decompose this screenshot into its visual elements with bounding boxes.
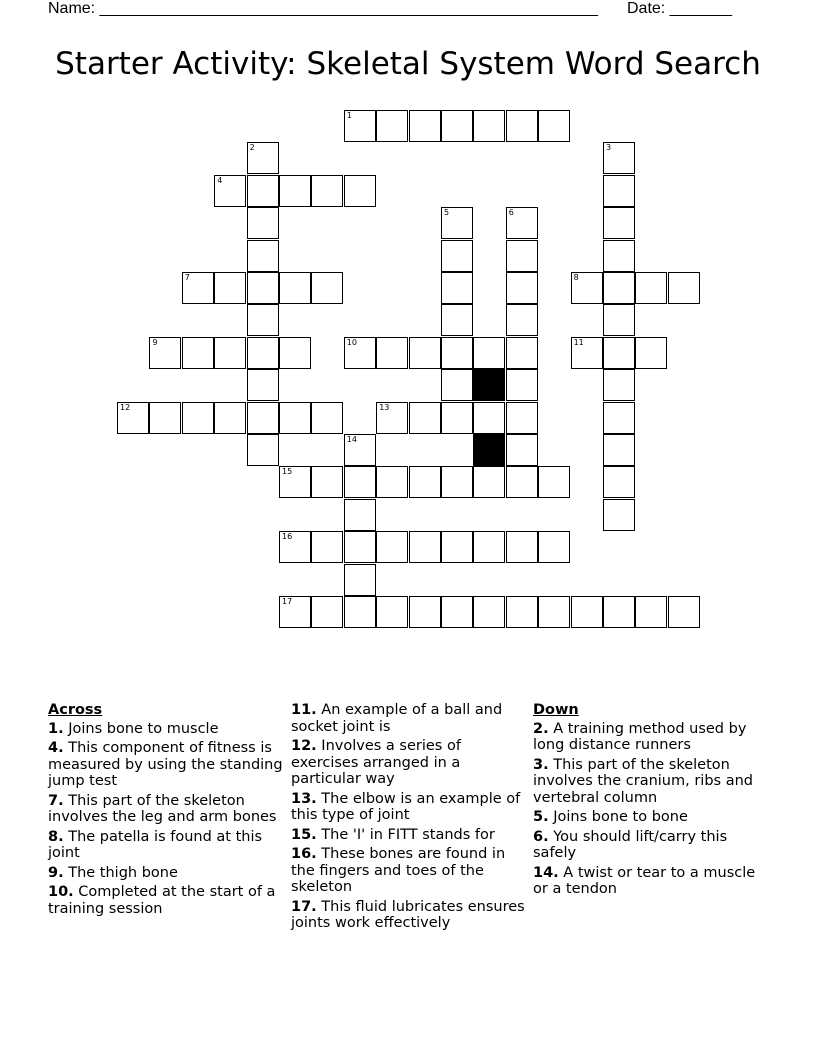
- clue-text: You should lift/carry this safely: [533, 828, 728, 861]
- grid-cell[interactable]: [247, 402, 279, 434]
- cell-number: 12: [120, 402, 131, 412]
- grid-cell[interactable]: [376, 337, 408, 369]
- clue-number: 5.: [533, 809, 549, 825]
- grid-cell[interactable]: [603, 272, 635, 304]
- grid-cell[interactable]: [376, 110, 408, 142]
- grid-cell[interactable]: [344, 564, 376, 596]
- page-title: Starter Activity: Skeletal System Word Search: [55, 46, 761, 82]
- grid-cell[interactable]: [117, 402, 149, 434]
- grid-cell[interactable]: [538, 531, 570, 563]
- grid-cell[interactable]: [409, 596, 441, 628]
- grid-cell[interactable]: [214, 272, 246, 304]
- clue-text: This part of the skeleton involves the leg and arm bones: [48, 792, 277, 825]
- grid-cell[interactable]: [603, 466, 635, 498]
- grid-cell[interactable]: [182, 402, 214, 434]
- grid-block: [473, 369, 505, 401]
- clue-item: [533, 809, 769, 826]
- clue-item: [291, 827, 527, 844]
- clue-number: 3.: [533, 756, 549, 773]
- grid-cell[interactable]: [603, 142, 635, 174]
- grid-cell[interactable]: [635, 272, 667, 304]
- grid-cell[interactable]: [344, 466, 376, 498]
- cell-number: 9: [152, 337, 158, 347]
- grid-cell[interactable]: [247, 304, 279, 336]
- grid-cell[interactable]: [214, 337, 246, 369]
- grid-cell[interactable]: [247, 272, 279, 304]
- clue-item: [48, 884, 284, 917]
- grid-cell[interactable]: [571, 596, 603, 628]
- across-heading: Across: [48, 702, 103, 718]
- grid-cell[interactable]: [571, 272, 603, 304]
- clue-item: [533, 829, 769, 862]
- down-clues-column: [533, 702, 769, 901]
- grid-cell[interactable]: [279, 466, 311, 498]
- grid-cell[interactable]: [441, 110, 473, 142]
- clue-text: Joins bone to muscle: [68, 720, 219, 737]
- clue-text: These bones are found in the fingers and toes of the skeleton: [291, 846, 506, 895]
- across-clues-column: [48, 702, 284, 920]
- clue-number: 1.: [48, 720, 64, 737]
- cell-number: 5: [444, 208, 450, 218]
- grid-cell[interactable]: [279, 175, 311, 207]
- grid-cell[interactable]: [376, 531, 408, 563]
- grid-cell[interactable]: [473, 466, 505, 498]
- clue-number: 10.: [48, 884, 74, 900]
- grid-cell[interactable]: [344, 499, 376, 531]
- clue-number: 12.: [291, 738, 317, 754]
- grid-cell[interactable]: [409, 337, 441, 369]
- grid-cell[interactable]: [603, 175, 635, 207]
- grid-cell[interactable]: [376, 402, 408, 434]
- cell-number: 10: [346, 337, 357, 347]
- cell-number: 14: [346, 435, 357, 444]
- cell-number: 1: [346, 111, 352, 120]
- cell-number: 17: [282, 597, 293, 606]
- grid-cell[interactable]: [441, 240, 473, 272]
- grid-cell[interactable]: [603, 240, 635, 272]
- grid-cell[interactable]: [376, 596, 408, 628]
- clue-text: A twist or tear to a muscle or a tendon: [533, 864, 756, 897]
- clue-number: 16.: [291, 846, 317, 862]
- cell-number: 13: [379, 402, 390, 412]
- grid-cell[interactable]: [668, 272, 700, 304]
- clue-item: [533, 757, 769, 807]
- grid-cell[interactable]: [603, 499, 635, 531]
- grid-cell[interactable]: [376, 466, 408, 498]
- grid-cell[interactable]: [247, 434, 279, 466]
- grid-cell[interactable]: [441, 369, 473, 401]
- grid-cell[interactable]: [506, 337, 538, 369]
- clue-item: [48, 793, 284, 826]
- grid-cell[interactable]: [506, 304, 538, 336]
- cell-number: 2: [249, 143, 255, 153]
- clue-item: [533, 721, 769, 754]
- grid-cell[interactable]: [635, 337, 667, 369]
- grid-cell[interactable]: [149, 337, 181, 369]
- cell-number: 4: [217, 175, 223, 185]
- grid-cell[interactable]: [538, 466, 570, 498]
- clue-number: 13.: [291, 790, 317, 807]
- grid-cell[interactable]: [506, 272, 538, 304]
- clue-item: [48, 865, 284, 882]
- grid-cell[interactable]: [473, 402, 505, 434]
- grid-cell[interactable]: [506, 466, 538, 498]
- grid-cell[interactable]: [344, 110, 376, 142]
- grid-cell[interactable]: [441, 596, 473, 628]
- clue-text: Involves a series of exercises arranged in a particular way: [291, 738, 461, 787]
- grid-cell[interactable]: [409, 531, 441, 563]
- grid-cell[interactable]: [441, 402, 473, 434]
- grid-cell[interactable]: [506, 240, 538, 272]
- grid-cell[interactable]: [441, 207, 473, 239]
- clue-text: The patella is found at this joint: [48, 828, 263, 861]
- clue-item: [291, 791, 527, 824]
- grid-cell[interactable]: [506, 596, 538, 628]
- grid-cell[interactable]: [247, 240, 279, 272]
- grid-cell[interactable]: [473, 596, 505, 628]
- across-clue-list-continued: [291, 702, 527, 932]
- grid-cell[interactable]: [506, 402, 538, 434]
- grid-cell[interactable]: [247, 142, 279, 174]
- grid-cell[interactable]: [473, 110, 505, 142]
- grid-cell[interactable]: [603, 596, 635, 628]
- grid-cell[interactable]: [214, 175, 246, 207]
- down-heading: Down: [533, 702, 579, 718]
- grid-cell[interactable]: [635, 596, 667, 628]
- clue-item: [533, 865, 769, 898]
- clue-item: [48, 740, 284, 790]
- cell-number: 11: [573, 337, 584, 347]
- grid-cell[interactable]: [344, 337, 376, 369]
- clue-number: 6.: [533, 828, 549, 845]
- clue-item: [48, 721, 284, 738]
- clue-text: Joins bone to bone: [553, 809, 688, 825]
- grid-cell[interactable]: [311, 531, 343, 563]
- clue-item: [291, 846, 527, 896]
- clue-text: The thigh bone: [68, 864, 178, 881]
- grid-cell[interactable]: [311, 272, 343, 304]
- grid-cell[interactable]: [603, 337, 635, 369]
- clue-number: 8.: [48, 828, 64, 845]
- grid-cell[interactable]: [603, 304, 635, 336]
- grid-cell[interactable]: [506, 110, 538, 142]
- grid-cell[interactable]: [506, 207, 538, 239]
- cell-number: 15: [282, 467, 293, 477]
- grid-cell[interactable]: [538, 596, 570, 628]
- grid-cell[interactable]: [344, 175, 376, 207]
- grid-cell[interactable]: [538, 110, 570, 142]
- grid-cell[interactable]: [279, 531, 311, 563]
- grid-cell[interactable]: [311, 175, 343, 207]
- clue-item: [291, 738, 527, 788]
- clue-item: [48, 829, 284, 862]
- clue-number: 14.: [533, 864, 559, 881]
- grid-cell[interactable]: [311, 596, 343, 628]
- clue-item: [291, 702, 527, 735]
- clue-text: Completed at the start of a training session: [48, 884, 276, 917]
- name-line: Name: ________________________________________________________: [48, 0, 598, 17]
- clue-text: The 'I' in FITT stands for: [321, 826, 495, 843]
- grid-cell[interactable]: [603, 207, 635, 239]
- grid-cell[interactable]: [473, 531, 505, 563]
- across-clues-continued: [291, 702, 527, 935]
- grid-cell[interactable]: [182, 272, 214, 304]
- grid-cell[interactable]: [441, 337, 473, 369]
- grid-cell[interactable]: [603, 402, 635, 434]
- grid-cell[interactable]: [344, 434, 376, 466]
- grid-cell[interactable]: [506, 531, 538, 563]
- clue-number: 7.: [48, 792, 64, 809]
- grid-cell[interactable]: [279, 337, 311, 369]
- down-clue-list: [533, 721, 769, 898]
- grid-cell[interactable]: [149, 402, 181, 434]
- grid-cell[interactable]: [603, 369, 635, 401]
- grid-cell[interactable]: [182, 337, 214, 369]
- cell-number: 7: [184, 273, 190, 282]
- clue-number: 9.: [48, 864, 64, 881]
- cell-number: 6: [508, 208, 514, 218]
- grid-cell[interactable]: [441, 466, 473, 498]
- grid-cell[interactable]: [441, 304, 473, 336]
- grid-cell[interactable]: [571, 337, 603, 369]
- clue-text: A training method used by long distance runners: [533, 720, 747, 753]
- cell-number: 8: [573, 273, 579, 282]
- grid-cell[interactable]: [214, 402, 246, 434]
- grid-cell[interactable]: [247, 207, 279, 239]
- grid-cell[interactable]: [473, 337, 505, 369]
- grid-cell[interactable]: [603, 434, 635, 466]
- grid-cell[interactable]: [247, 337, 279, 369]
- grid-cell[interactable]: [506, 369, 538, 401]
- clue-text: This fluid lubricates ensures joints work effectively: [291, 898, 525, 931]
- grid-cell[interactable]: [441, 272, 473, 304]
- clue-text: This component of fitness is measured by using the standing jump test: [48, 740, 283, 789]
- clue-text: This part of the skeleton involves the cranium, ribs and vertebral column: [533, 756, 753, 806]
- grid-cell[interactable]: [441, 531, 473, 563]
- grid-cell[interactable]: [344, 531, 376, 563]
- clue-number: 11.: [291, 702, 317, 718]
- grid-block: [473, 434, 505, 466]
- clue-number: 4.: [48, 740, 64, 756]
- grid-cell[interactable]: [279, 402, 311, 434]
- grid-cell[interactable]: [409, 466, 441, 498]
- date-line: Date: _______: [627, 0, 732, 17]
- grid-cell[interactable]: [311, 466, 343, 498]
- clue-number: 17.: [291, 898, 317, 915]
- grid-cell[interactable]: [409, 402, 441, 434]
- grid-cell[interactable]: [344, 596, 376, 628]
- clue-number: 15.: [291, 826, 317, 843]
- grid-cell[interactable]: [409, 110, 441, 142]
- grid-cell[interactable]: [668, 596, 700, 628]
- cell-number: 3: [606, 143, 612, 153]
- grid-cell[interactable]: [247, 175, 279, 207]
- across-clue-list: [48, 721, 284, 918]
- grid-cell[interactable]: [247, 369, 279, 401]
- clue-text: The elbow is an example of this type of joint: [291, 790, 521, 823]
- cell-number: 16: [282, 532, 293, 542]
- clue-item: [291, 899, 527, 932]
- grid-cell[interactable]: [279, 272, 311, 304]
- grid-cell[interactable]: [506, 434, 538, 466]
- clue-text: An example of a ball and socket joint is: [291, 702, 503, 735]
- clue-number: 2.: [533, 720, 549, 737]
- grid-cell[interactable]: [311, 402, 343, 434]
- grid-cell[interactable]: [279, 596, 311, 628]
